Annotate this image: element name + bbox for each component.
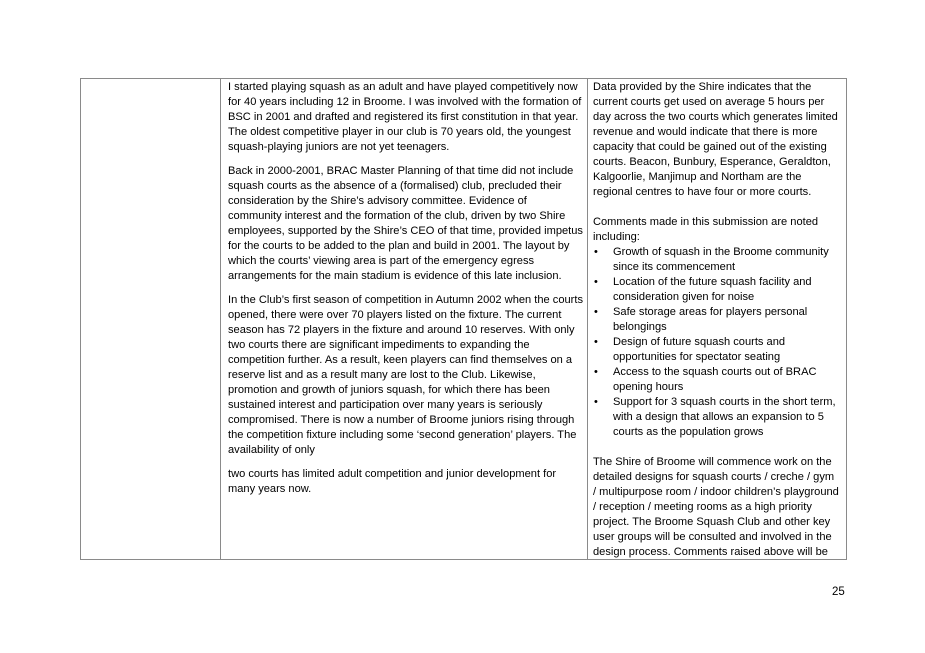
comments-list bbox=[593, 245, 840, 440]
submitter-cell bbox=[81, 79, 221, 559]
bullet-icon: • bbox=[594, 396, 598, 408]
bullet-icon: • bbox=[594, 336, 598, 348]
list-item bbox=[593, 245, 840, 275]
list-item bbox=[593, 365, 840, 395]
list-item bbox=[593, 395, 840, 440]
submission-paragraph: two courts has limited adult competition and junior development for many years now. bbox=[228, 468, 557, 495]
bullet-icon: • bbox=[594, 366, 598, 378]
comments-lead: Comments made in this submission are noted including: bbox=[593, 216, 819, 243]
list-item bbox=[593, 275, 840, 305]
submission-table-row bbox=[80, 78, 847, 560]
submission-paragraph: In the Club’s first season of competition in Autumn 2002 when the courts opened, there were over 70 players listed on the fixture. The current season has 72 players in the fixture and around 10 reserves. With only two courts there are significant impediments to expanding the competition further. As a result, keen players can find themselves on a reserve list and as a result many are lost to the Club. Likewise, promotion and growth of juniors squash, for which there has been sustained interest and participation over many years is seriously compromised. There is now a number of Broome juniors rising through the competition fixture including some ‘second generation’ players. The availability of only bbox=[228, 294, 583, 456]
submission-text-cell bbox=[221, 79, 588, 559]
submission-paragraph: Back in 2000-2001, BRAC Master Planning of that time did not include squash courts as the absence of a (formalised) club, precluded their consideration by the Shire’s advisory committee. Evidence of community interest and the formation of the club, driven by two Shire employees, supported by the Shire’s CEO of that time, provided impetus for the courts to be added to the plan and build in 2001. The layout by which the courts’ viewing area is part of the emergency egress arrangements for the main stadium is evidence of this late inclusion. bbox=[228, 165, 583, 282]
list-item-text: Design of future squash courts and opportunities for spectator seating bbox=[613, 336, 786, 363]
response-intro: Data provided by the Shire indicates that the current courts get used on average 5 hours per day across the two courts which generates limited revenue and would indicate that there is more capacity that could be gained out of the existing courts. Beacon, Bunbury, Esperance, Geraldton, Kalgoorlie, Manjimup and Northam are the regional centres to have four or more courts. bbox=[593, 81, 838, 198]
submission-paragraph: I started playing squash as an adult and have played competitively now for 40 years including 12 in Broome. I was involved with the formation of BSC in 2001 and drafted and registered its first constitution in that year. The oldest competitive player in our club is 70 years old, the youngest squash-playing juniors are not yet teenagers. bbox=[228, 81, 582, 153]
list-item-text: Safe storage areas for players personal belongings bbox=[613, 306, 808, 333]
page-number: 25 bbox=[832, 586, 845, 598]
list-item bbox=[593, 335, 840, 365]
bullet-icon: • bbox=[594, 276, 598, 288]
response-text-cell bbox=[588, 79, 846, 559]
list-item-text: Growth of squash in the Broome community since its commencement bbox=[613, 246, 829, 273]
list-item-text: Support for 3 squash courts in the short term, with a design that allows an expansion to 5 courts as the population grows bbox=[613, 396, 836, 438]
bullet-icon: • bbox=[594, 306, 598, 318]
list-item-text: Location of the future squash facility and consideration given for noise bbox=[613, 276, 812, 303]
list-item bbox=[593, 305, 840, 335]
list-item-text: Access to the squash courts out of BRAC opening hours bbox=[613, 366, 817, 393]
bullet-icon: • bbox=[594, 246, 598, 258]
response-closing: The Shire of Broome will commence work on the detailed designs for squash courts / creche / gym / multipurpose room / indoor children’s playground / reception / meeting rooms as a high priority project. The Broome Squash Club and other key user groups will be consulted and involved in the design process. Comments raised above will be bbox=[593, 456, 839, 558]
